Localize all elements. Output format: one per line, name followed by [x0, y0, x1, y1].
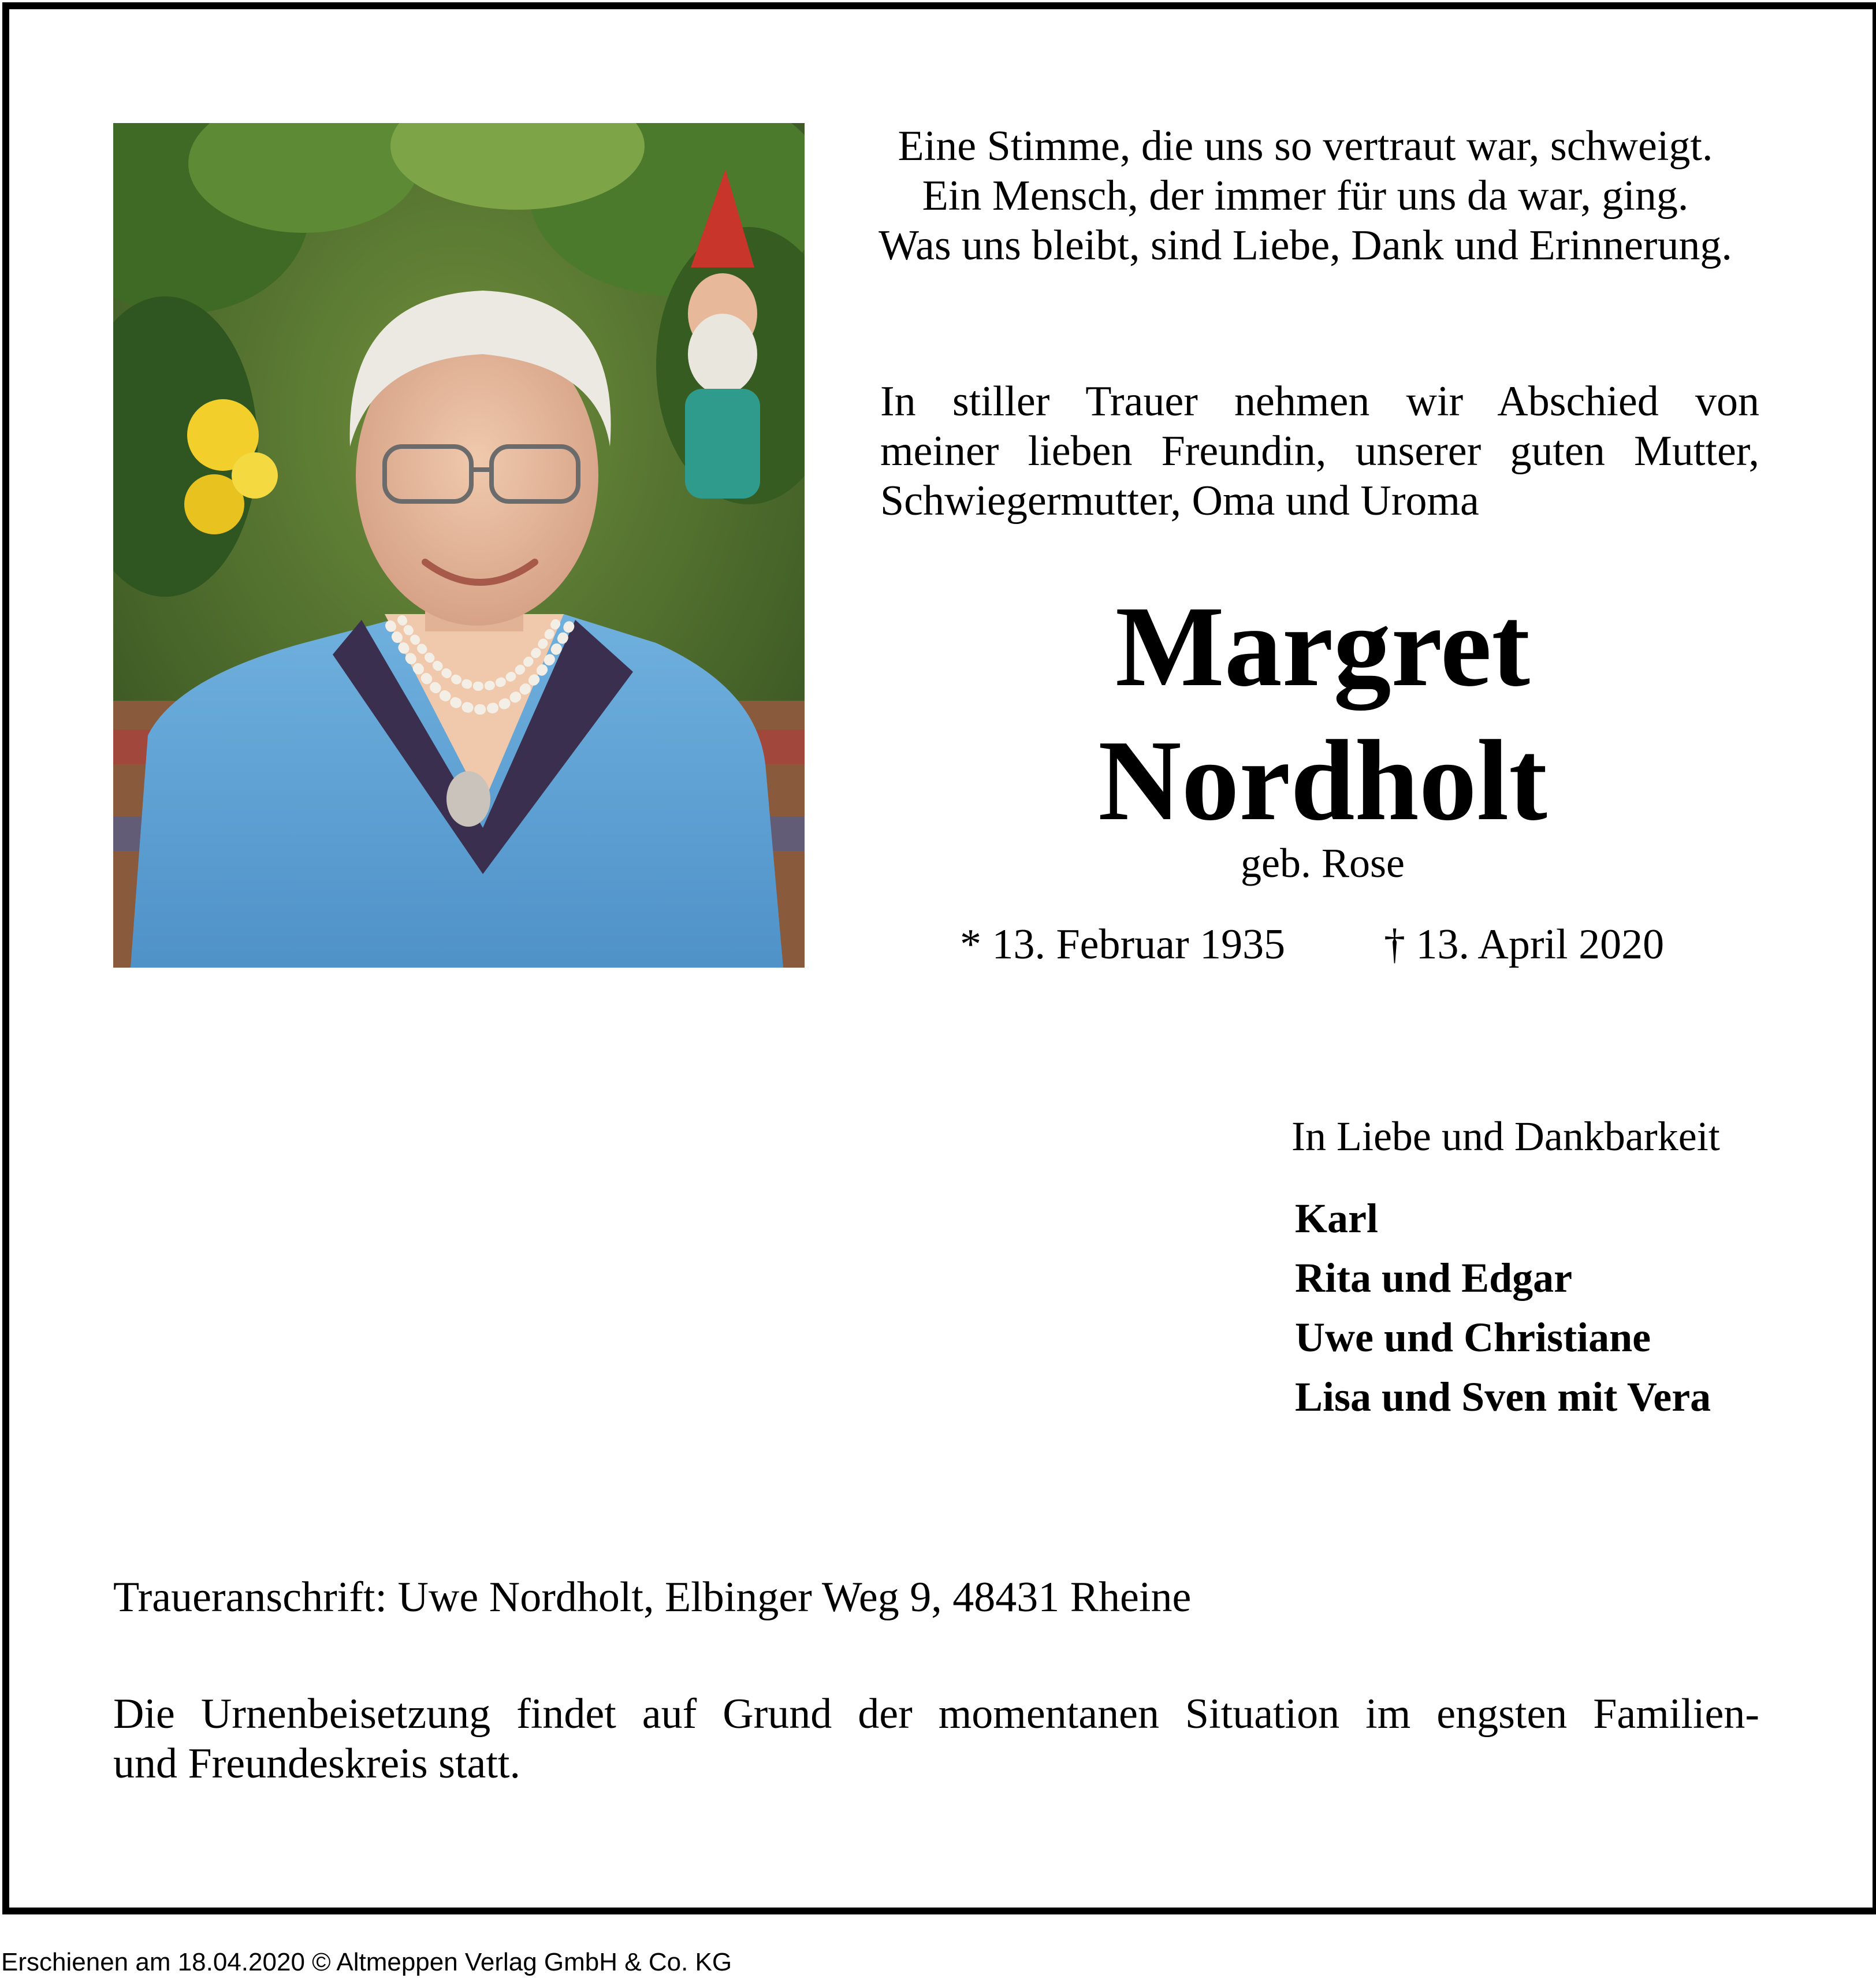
- mourners-heading: In Liebe und Dankbarkeit: [1291, 1113, 1720, 1159]
- death-date: † 13. April 2020: [1384, 921, 1665, 968]
- mourner-name: Rita und Edgar: [1295, 1255, 1573, 1301]
- verse-line: Was uns bleibt, sind Liebe, Dank und Erinnerung.: [879, 222, 1732, 269]
- mourning-address: Traueranschrift: Uwe Nordholt, Elbinger Weg 9, 48431 Rheine: [113, 1574, 1192, 1621]
- memorial-verse: [855, 121, 1756, 270]
- mourner-name: Uwe und Christiane: [1295, 1314, 1651, 1360]
- notice-line: Die Urnenbeisetzung findet auf Grund der momentanen Situation im engsten Familien-: [113, 1690, 1759, 1738]
- deceased-last-name: Nordholt: [1098, 717, 1547, 845]
- intro-line: meiner lieben Freundin, unserer guten Mutter,: [880, 427, 1759, 475]
- mourners-list: [1295, 1189, 1711, 1427]
- publication-footer: Erschienen am 18.04.2020 © Altmeppen Verlag GmbH & Co. KG: [1, 1948, 732, 1976]
- portrait-image: [113, 123, 805, 968]
- notice-line: und Freundeskreis statt.: [113, 1740, 520, 1787]
- mourner-name: Lisa und Sven mit Vera: [1295, 1374, 1711, 1420]
- farewell-intro: [880, 377, 1759, 526]
- verse-line: Ein Mensch, der immer für uns da war, ging.: [922, 172, 1689, 220]
- portrait-photo: [113, 123, 805, 968]
- maiden-name: geb. Rose: [1241, 840, 1405, 886]
- deceased-first-name: Margret: [1115, 583, 1531, 711]
- birth-date: * 13. Februar 1935: [960, 921, 1286, 968]
- intro-line: Schwiegermutter, Oma und Uroma: [880, 477, 1479, 525]
- mourner-name: Karl: [1295, 1195, 1378, 1241]
- burial-notice: [113, 1689, 1759, 1789]
- verse-line: Eine Stimme, die uns so vertraut war, schweigt.: [898, 122, 1713, 170]
- intro-line: In stiller Trauer nehmen wir Abschied von: [880, 378, 1759, 425]
